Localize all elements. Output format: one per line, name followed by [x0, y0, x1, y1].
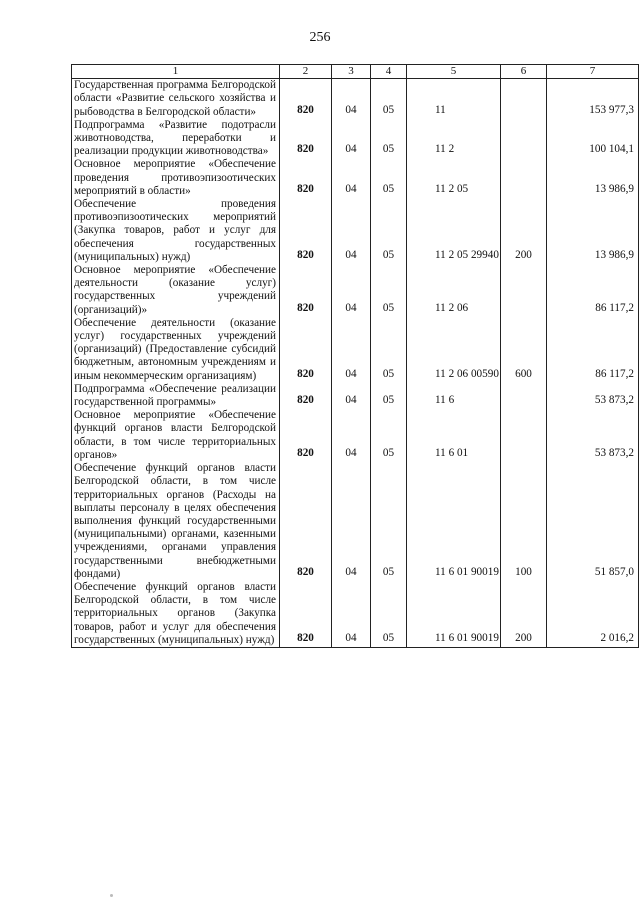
row-target-article: 11 2 05: [407, 158, 501, 198]
row-target-article: 11: [407, 79, 501, 119]
scan-speck: [110, 894, 113, 897]
row-section-code: 04: [332, 158, 371, 198]
column-header-6: 6: [501, 65, 547, 79]
row-target-article: 11 6 01 90019: [407, 462, 501, 581]
row-name: Основное мероприятие «Обеспечение функций органов власти Белгородской области, в том числе территориальных органов»: [72, 409, 280, 462]
row-subsection-code: 05: [371, 383, 407, 409]
table-row: [72, 317, 639, 383]
row-expense-type: 100: [501, 462, 547, 581]
row-subsection-code: 05: [371, 462, 407, 581]
row-section-code: 04: [332, 79, 371, 119]
row-subsection-code: 05: [371, 119, 407, 159]
row-target-article: 11 6 01: [407, 409, 501, 462]
row-grbs-code: 820: [280, 264, 332, 317]
row-name: Обеспечение проведения противоэпизоотических мероприятий (Закупка товаров, работ и услуг для обеспечения государственных (муниципальных) нужд): [72, 198, 280, 264]
table-row: [72, 409, 639, 462]
row-amount: 2 016,2: [547, 581, 639, 648]
row-grbs-code: 820: [280, 317, 332, 383]
column-header-4: 4: [371, 65, 407, 79]
row-subsection-code: 05: [371, 198, 407, 264]
row-amount: 100 104,1: [547, 119, 639, 159]
row-expense-type: [501, 383, 547, 409]
row-amount: 86 117,2: [547, 317, 639, 383]
row-subsection-code: 05: [371, 317, 407, 383]
row-section-code: 04: [332, 581, 371, 648]
row-amount: 53 873,2: [547, 383, 639, 409]
column-header-2: 2: [280, 65, 332, 79]
row-grbs-code: 820: [280, 79, 332, 119]
table-row: [72, 581, 639, 648]
table-row: [72, 198, 639, 264]
budget-table: [71, 64, 639, 648]
row-section-code: 04: [332, 119, 371, 159]
row-name: Обеспечение функций органов власти Белгородской области, в том числе территориальных органов (Закупка товаров, работ и услуг для обеспечения государственных (муниципальных) нужд): [72, 581, 280, 648]
table-row: [72, 119, 639, 159]
row-grbs-code: 820: [280, 383, 332, 409]
row-target-article: 11 6: [407, 383, 501, 409]
row-name: Подпрограмма «Развитие подотрасли животноводства, переработки и реализации продукции животноводства»: [72, 119, 280, 159]
column-header-7: 7: [547, 65, 639, 79]
table-header-row: [72, 65, 639, 79]
row-amount: 86 117,2: [547, 264, 639, 317]
row-amount: 153 977,3: [547, 79, 639, 119]
row-subsection-code: 05: [371, 79, 407, 119]
row-subsection-code: 05: [371, 409, 407, 462]
row-section-code: 04: [332, 264, 371, 317]
row-grbs-code: 820: [280, 158, 332, 198]
row-section-code: 04: [332, 198, 371, 264]
row-name: Государственная программа Белгородской области «Развитие сельского хозяйства и рыбоводства в Белгородской области»: [72, 79, 280, 119]
row-subsection-code: 05: [371, 264, 407, 317]
row-name: Подпрограмма «Обеспечение реализации государственной программы»: [72, 383, 280, 409]
row-expense-type: [501, 409, 547, 462]
table-row: [72, 158, 639, 198]
row-name: Основное мероприятие «Обеспечение деятельности (оказание услуг) государственных учреждений (организаций)»: [72, 264, 280, 317]
row-expense-type: [501, 264, 547, 317]
row-expense-type: [501, 79, 547, 119]
row-target-article: 11 2 06 00590: [407, 317, 501, 383]
row-amount: 53 873,2: [547, 409, 639, 462]
row-section-code: 04: [332, 409, 371, 462]
row-amount: 51 857,0: [547, 462, 639, 581]
row-name: Обеспечение деятельности (оказание услуг) государственных учреждений (организаций) (Предоставление субсидий бюджетным, автономным учреждениям и иным некоммерческим организациям): [72, 317, 280, 383]
table-row: [72, 79, 639, 119]
row-subsection-code: 05: [371, 581, 407, 648]
row-expense-type: 200: [501, 198, 547, 264]
row-grbs-code: 820: [280, 119, 332, 159]
table-row: [72, 264, 639, 317]
row-grbs-code: 820: [280, 581, 332, 648]
column-header-1: 1: [72, 65, 280, 79]
row-amount: 13 986,9: [547, 158, 639, 198]
row-expense-type: [501, 119, 547, 159]
row-subsection-code: 05: [371, 158, 407, 198]
table-body: [72, 79, 639, 648]
row-target-article: 11 2 05 29940: [407, 198, 501, 264]
row-section-code: 04: [332, 317, 371, 383]
column-header-5: 5: [407, 65, 501, 79]
column-header-3: 3: [332, 65, 371, 79]
row-target-article: 11 2: [407, 119, 501, 159]
row-target-article: 11 2 06: [407, 264, 501, 317]
row-expense-type: [501, 158, 547, 198]
row-expense-type: 600: [501, 317, 547, 383]
row-expense-type: 200: [501, 581, 547, 648]
row-grbs-code: 820: [280, 462, 332, 581]
row-section-code: 04: [332, 383, 371, 409]
row-grbs-code: 820: [280, 409, 332, 462]
row-name: Обеспечение функций органов власти Белгородской области, в том числе территориальных органов (Расходы на выплаты персоналу в целях обеспечения выполнения функций государственными (муниципальными) органами, казенными учреждениями, органами управления государственными внебюджетными фондами): [72, 462, 280, 581]
row-name: Основное мероприятие «Обеспечение проведения противоэпизоотических мероприятий в области»: [72, 158, 280, 198]
row-amount: 13 986,9: [547, 198, 639, 264]
row-section-code: 04: [332, 462, 371, 581]
table-row: [72, 383, 639, 409]
row-target-article: 11 6 01 90019: [407, 581, 501, 648]
table-row: [72, 462, 639, 581]
page-number: 256: [309, 30, 331, 45]
row-grbs-code: 820: [280, 198, 332, 264]
